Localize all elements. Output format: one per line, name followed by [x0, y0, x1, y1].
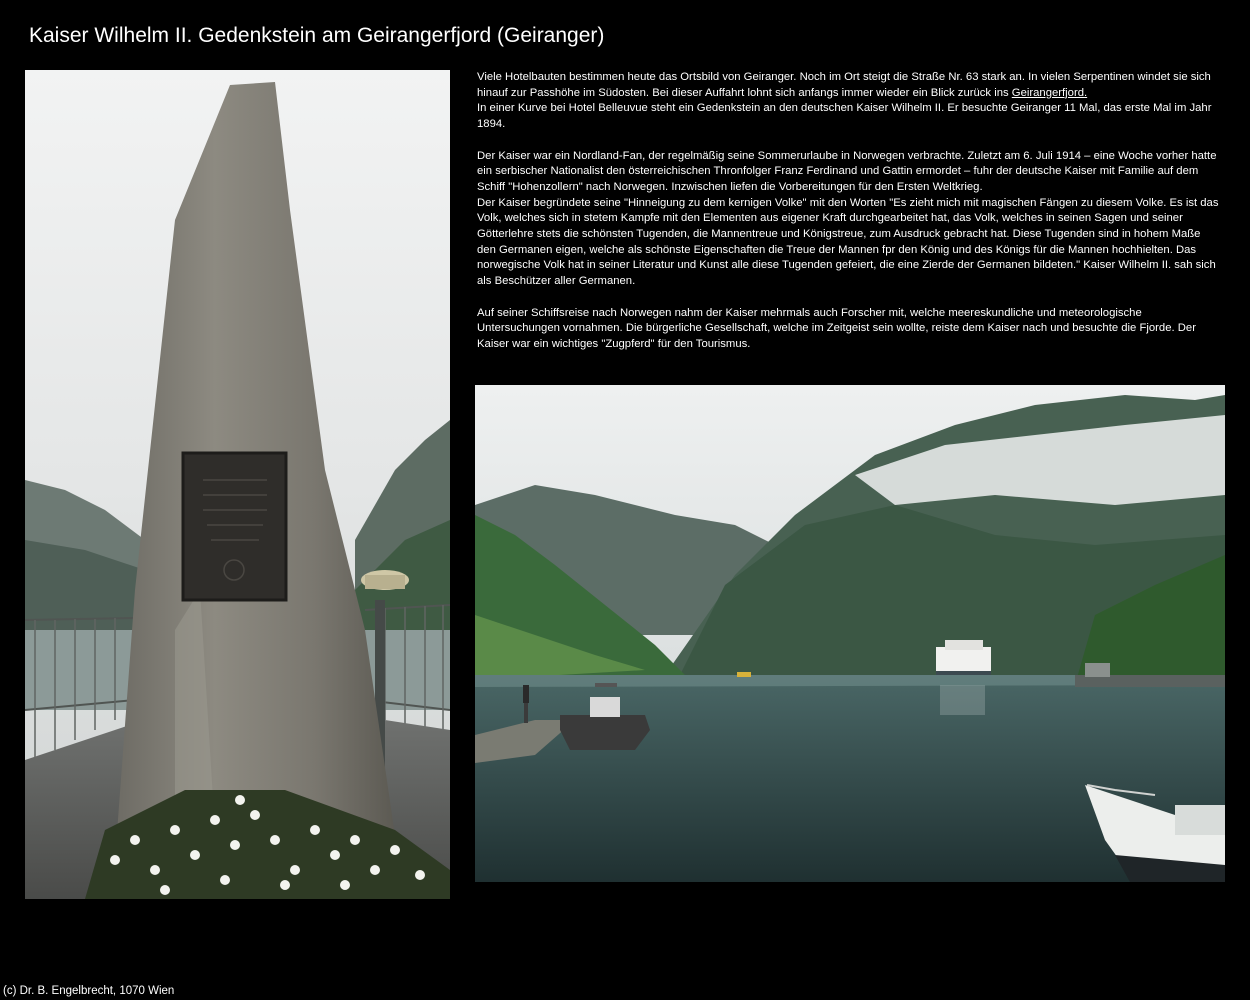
paragraph-research: Auf seiner Schiffsreise nach Norwegen nahm der Kaiser mehrmals auch Forscher mit, welche meereskundliche und meteorologische Untersuchungen vornahmen. Die bürgerliche Gesellschaft, welche im Zeitgeist sein wollte, reiste dem Kaiser nach und besuchte die Fjorde. Der Kaiser war ein wichtiges "Zugpferd" für den Tourismus.: [477, 306, 1196, 350]
paragraph-quote: Der Kaiser begründete seine "Hinneigung zu dem kernigen Volke" mit den Worten "Es zieht mich mit magischen Fängen zu diesem Volke. Es ist das Volk, welches sich in stetem Kampfe mit den Elementen aus eigener Kraft durchgearbeitet hat, das Volk, welches in seinen Sagen und seiner Götterlehre stets die schönsten Tugenden, die Mannentreue und Königstreue, zum Ausdruck gebracht hat. Diese Tugenden sind in hohem Maße den Germanen eigen, welche als schönste Eigenschaften die Treue der Mannen fpr den König und des Königs für die Mannen hochhielten. Das norwegische Volk hat in seiner Literatur und Kunst alle diese Tugenden gefeiert, die eine Zierde der Germanen bildeten." Kaiser Wilhelm II. sah sich als Beschützer aller Germanen.: [477, 196, 1219, 288]
copyright-footer: (c) Dr. B. Engelbrecht, 1070 Wien: [3, 985, 175, 997]
article-text: [477, 70, 1222, 353]
paragraph-intro: [477, 70, 1222, 101]
fjord-photo: [475, 385, 1225, 882]
monument-photo: [25, 70, 450, 899]
fjord-image: [475, 385, 1225, 882]
page-title: Kaiser Wilhelm II. Gedenkstein am Geirangerfjord (Geiranger): [29, 24, 605, 47]
monument-image: [25, 70, 450, 899]
paragraph-intro-text: Viele Hotelbauten bestimmen heute das Ortsbild von Geiranger. Noch im Ort steigt die Straße Nr. 63 stark an. In vielen Serpentinen windet sie sich hinauf zur Passhöhe im Südosten. Bei dieser Auffahrt lohnt sich anfangs immer wieder ein Blick zurück ins: [477, 71, 1211, 99]
paragraph-memorial: In einer Kurve bei Hotel Belleuvue steht ein Gedenkstein an den deutschen Kaiser Wilhelm II. Er besuchte Geiranger 11 Mal, das erste Mal im Jahr 1894.: [477, 102, 1212, 131]
geirangerfjord-link[interactable]: Geirangerfjord.: [1011, 86, 1088, 99]
paragraph-nordland: Der Kaiser war ein Nordland-Fan, der regelmäßig seine Sommerurlaube in Norwegen verbrachte. Zuletzt am 6. Juli 1914 – eine Woche vorher hatte ein serbischer Nationalist den österreichischen Thronfolger Franz Ferdinand und Gattin ermordet – fuhr der deutsche Kaiser mit Familie auf dem Schiff "Hohenzollern" nach Norwegen. Inzwischen liefen die Vorbereitungen für den Ersten Weltkrieg.: [477, 149, 1217, 193]
